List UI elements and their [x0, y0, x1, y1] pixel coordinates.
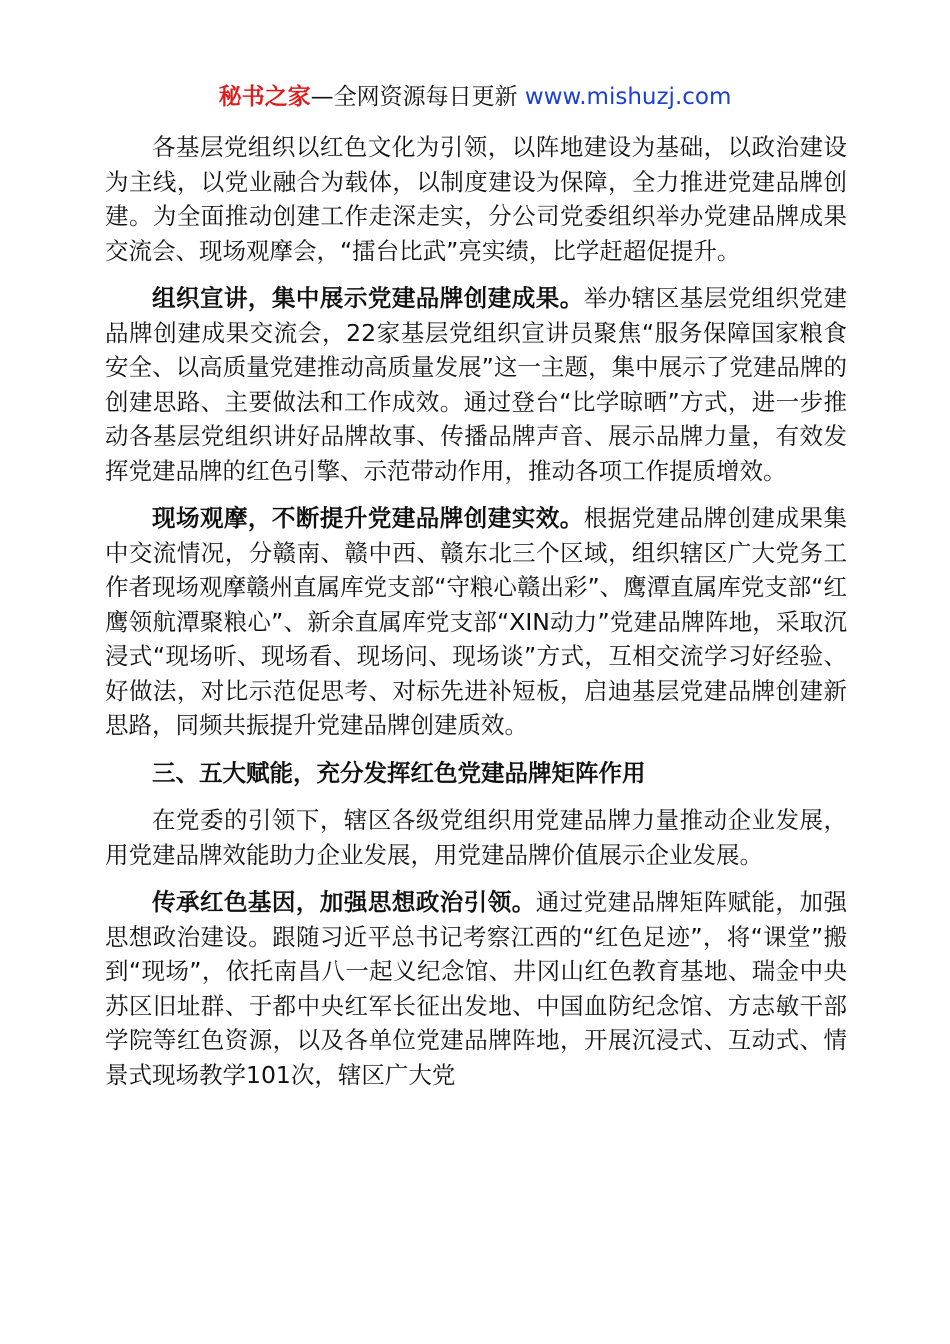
paragraph-text: 举办辖区基层党组织党建品牌创建成果交流会，22家基层党组织宣讲员聚焦“服务保障国家粮食安全、以高质量党建推动高质量发展”这一主题，集中展示了党建品牌的创建思路、主要做法和工作成效。通过登台“比学晾晒”方式，进一步推动各基层党组织讲好品牌故事、传播品牌声音、展示品牌力量，有效发挥党建品牌的红色引擎、示范带动作用，推动各项工作提质增效。	[105, 284, 848, 485]
section-heading-three: 三、五大赋能，充分发挥红色党建品牌矩阵作用	[152, 758, 646, 787]
article-body	[105, 130, 847, 1105]
site-tagline: —全网资源每日更新	[310, 84, 525, 110]
paragraph-text: 各基层党组织以红色文化为引领，以阵地建设为基础，以政治建设为主线，以党业融合为载体，以制度建设为保障，全力推进党建品牌创建。为全面推动创建工作走深走实，分公司党委组织举办党建品牌成果交流会、现场观摩会，“擂台比武”亮实绩，比学赶超促提升。	[105, 133, 847, 265]
site-brand: 秘书之家	[218, 84, 311, 110]
paragraph-lead: 传承红色基因，加强思想政治引领。	[152, 888, 536, 916]
paragraph-lead: 现场观摩，不断提升党建品牌创建实效。	[152, 504, 584, 532]
paragraph-lead: 组织宣讲，集中展示党建品牌创建成果。	[152, 284, 584, 312]
paragraph-text: 根据党建品牌创建成果集中交流情况，分赣南、赣中西、赣东北三个区域，组织辖区广大党务工作者现场观摩赣州直属库党支部“守粮心赣出彩”、鹰潭直属库党支部“红鹰领航潭聚粮心”、新余直属库党支部“XIN动力”党建品牌阵地，采取沉浸式“现场听、现场看、现场问、现场谈”方式，互相交流学习好经验、好做法，对比示范促思考、对标先进补短板，启迪基层党建品牌创建新思路，同频共振提升党建品牌创建质效。	[105, 504, 848, 739]
paragraph-text: 在党委的引领下，辖区各级党组织用党建品牌力量推动企业发展，用党建品牌效能助力企业发展，用党建品牌价值展示企业发展。	[105, 806, 847, 869]
paragraph-red-gene	[105, 885, 847, 1092]
paragraph-organize-lecture	[105, 281, 847, 488]
paragraph-text: 通过党建品牌矩阵赋能，加强思想政治建设。跟随习近平总书记考察江西的“红色足迹”，将“课堂”搬到“现场”，依托南昌八一起义纪念馆、井冈山红色教育基地、瑞金中央苏区旧址群、于都中央红军长征出发地、中国血防纪念馆、方志敏干部学院等红色资源，以及各单位党建品牌阵地，开展沉浸式、互动式、情景式现场教学101次，辖区广大党	[105, 888, 848, 1089]
site-header	[0, 82, 950, 112]
paragraph-party-leadership	[105, 803, 847, 872]
site-url-link[interactable]: www.mishuzj.com	[524, 84, 732, 110]
paragraph-site-observation	[105, 501, 847, 743]
paragraph-intro	[105, 130, 847, 268]
